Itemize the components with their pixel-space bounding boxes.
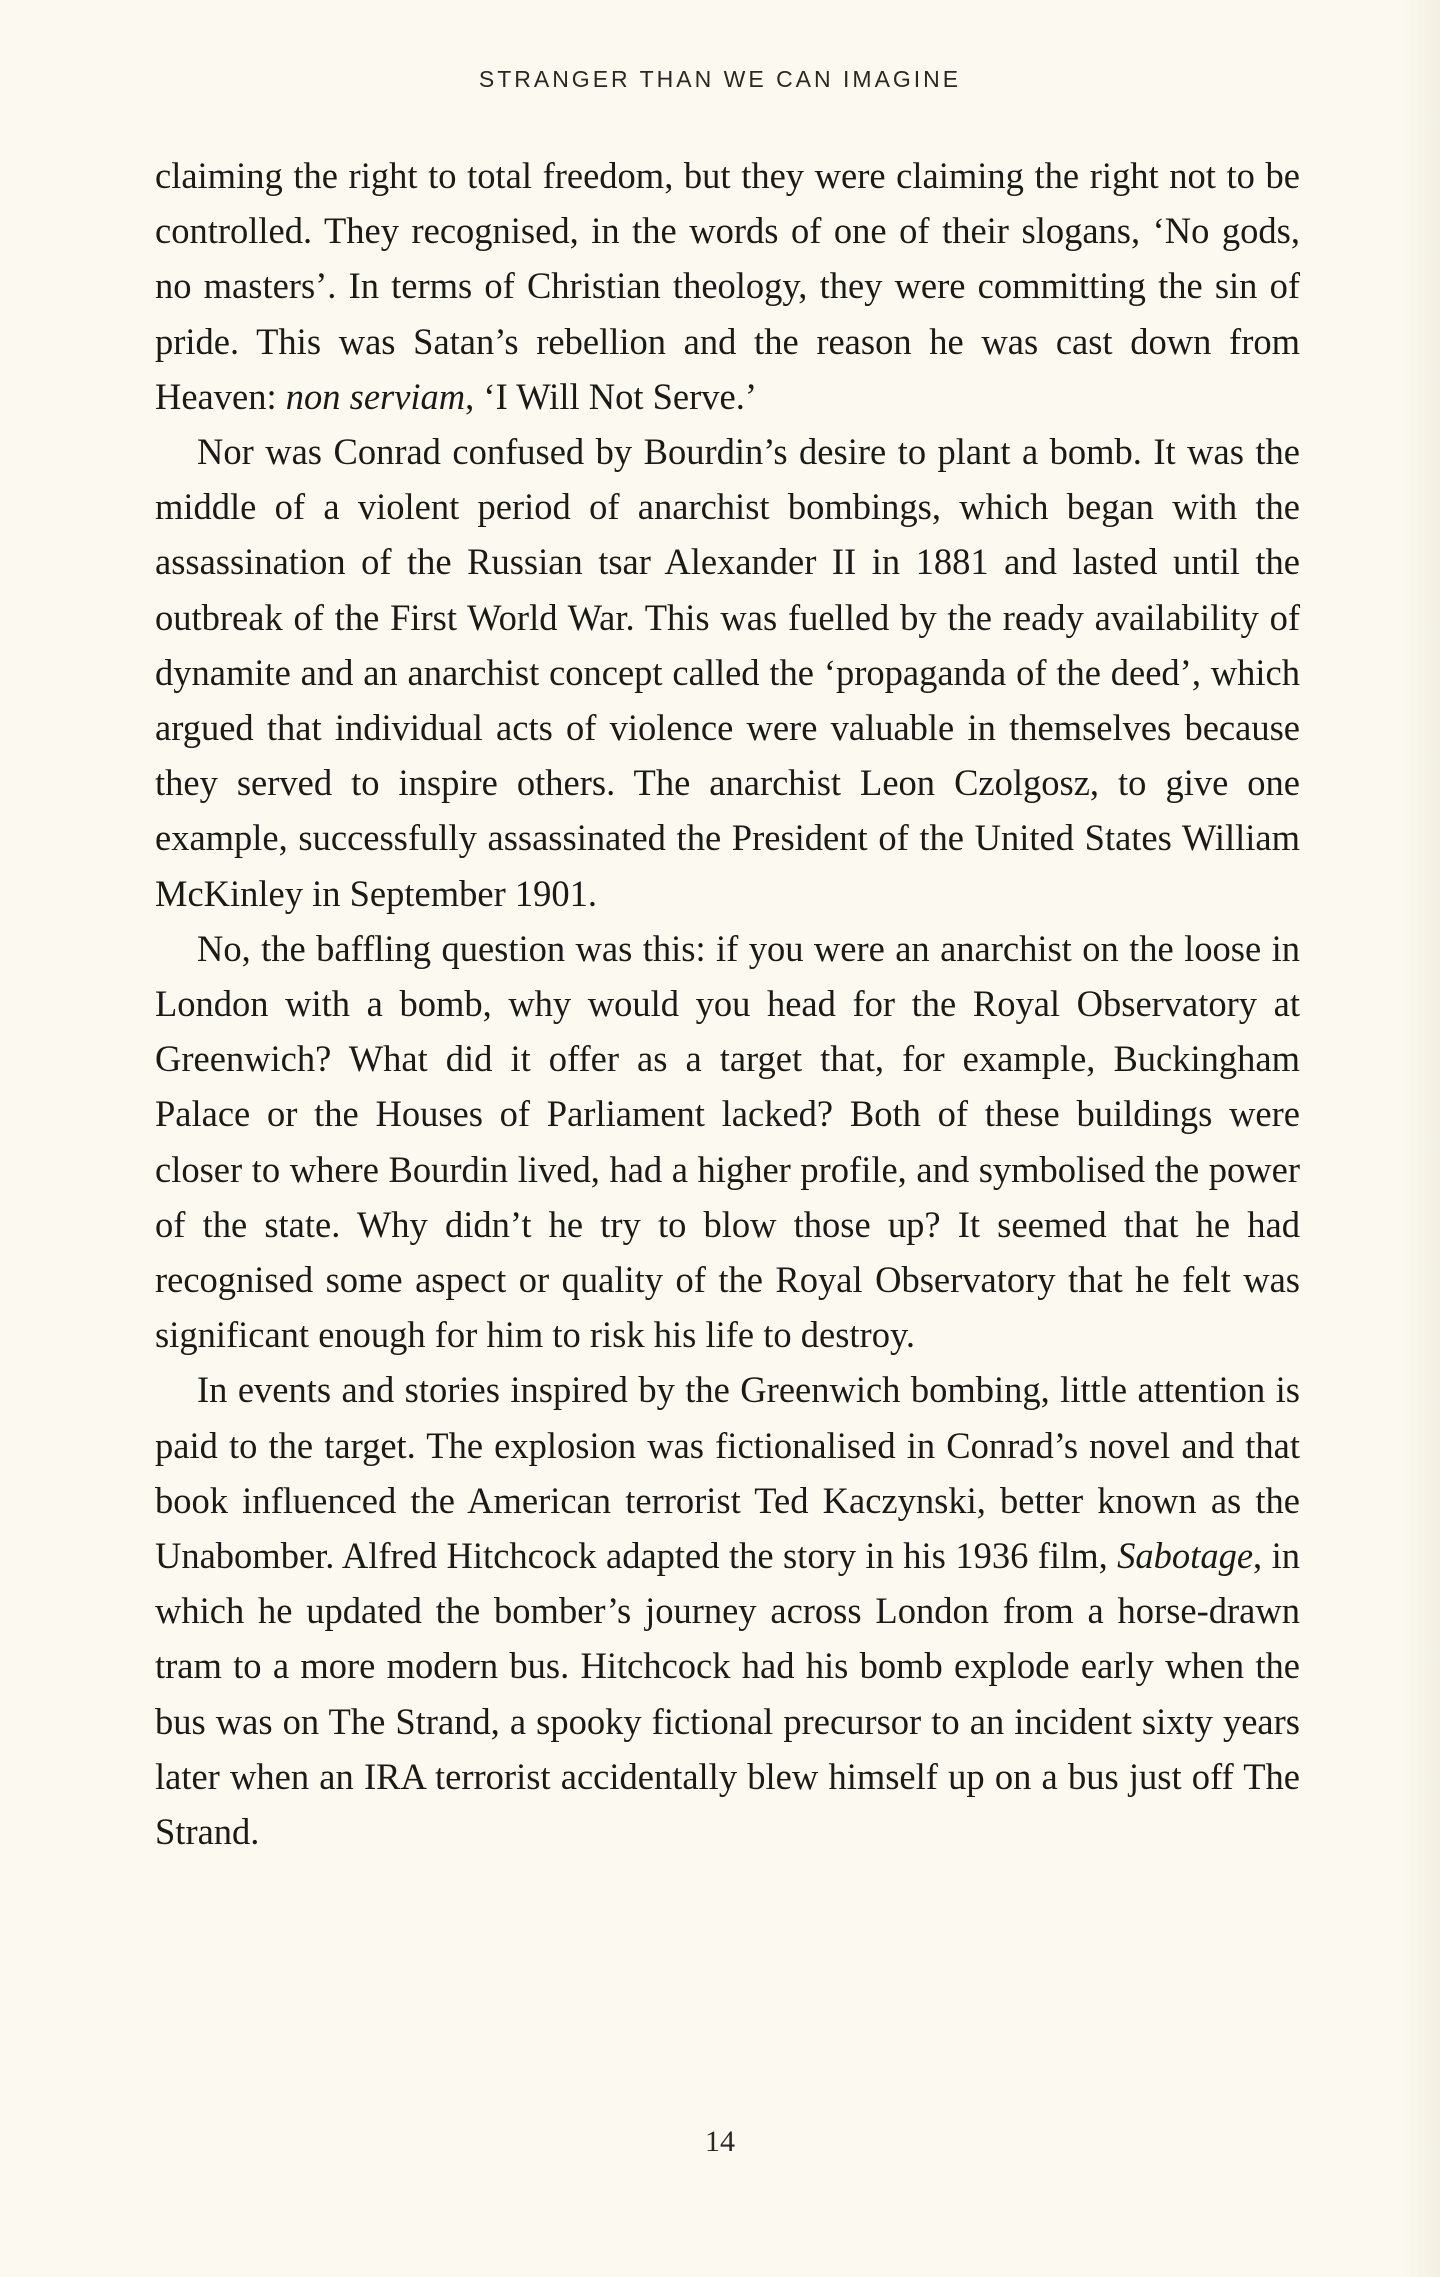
paragraph-2: Nor was Conrad confused by Bourdin’s desire to plant a bomb. It was the middle of a violent period of anarchist bombings, which began with the assassination of the Russian tsar Alexander II in 1881 and lasted until the outbreak of the First World War. This was fuelled by the ready availability of dynamite and an anarchist concept called the ‘propaganda of the deed’, which argued that individual acts of violence were valuable in themselves because they served to inspire others. The anarchist Leon Czolgosz, to give one example, successfully assassinated the President of the United States William McKinley in September 1901.	[155, 431, 1300, 914]
paragraph-4-italic: Sabotage	[1117, 1535, 1254, 1577]
running-head: STRANGER THAN WE CAN IMAGINE	[478, 66, 962, 92]
page-edge-shadow	[1400, 0, 1440, 2277]
paragraph-4-text-b: , in which he updated the bomber’s journey across London from a horse-drawn tram to a more modern bus. Hitchcock had his bomb explode early when the bus was on The Strand, a spooky fictional precursor to an incident sixty years later when an IRA terrorist accidentally blew himself up on a bus just off The Strand.	[155, 1535, 1300, 1853]
paragraph-1-text-a: claiming the right to total freedom, but they were claiming the right not to be controlled. They recognised, in the words of one of their slogans, ‘No gods, no masters’. In terms of Christian theology, they were committing the sin of pride. This was Satan’s rebellion and the reason he was cast down from Heaven:	[155, 155, 1300, 417]
paragraph-4-text-a: In events and stories inspired by the Greenwich bombing, little attention is paid to the target. The explosion was fictionalised in Conrad’s novel and that book influenced the American terrorist Ted Kaczynski, better known as the Unabomber. Alfred Hitchcock adapted the story in his 1936 film,	[155, 1369, 1300, 1577]
paragraph-3: No, the baffling question was this: if you were an anarchist on the loose in London with a bomb, why would you head for the Royal Observatory at Greenwich? What did it offer as a target that, for example, Buckingham Palace or the Houses of Parliament lacked? Both of these buildings were closer to where Bourdin lived, had a higher profile, and symbolised the power of the state. Why didn’t he try to blow those up? It seemed that he had recognised some aspect or quality of the Royal Observatory that he felt was significant enough for him to risk his life to destroy.	[155, 927, 1300, 1356]
body-text	[155, 148, 1300, 1859]
paragraph-1-italic: non serviam	[285, 375, 466, 417]
paragraph-4	[155, 1362, 1300, 1859]
paragraph-1-text-b: , ‘I Will Not Serve.’	[465, 375, 757, 417]
paragraph-1	[155, 148, 1300, 424]
page-number: 14	[705, 2125, 735, 2158]
